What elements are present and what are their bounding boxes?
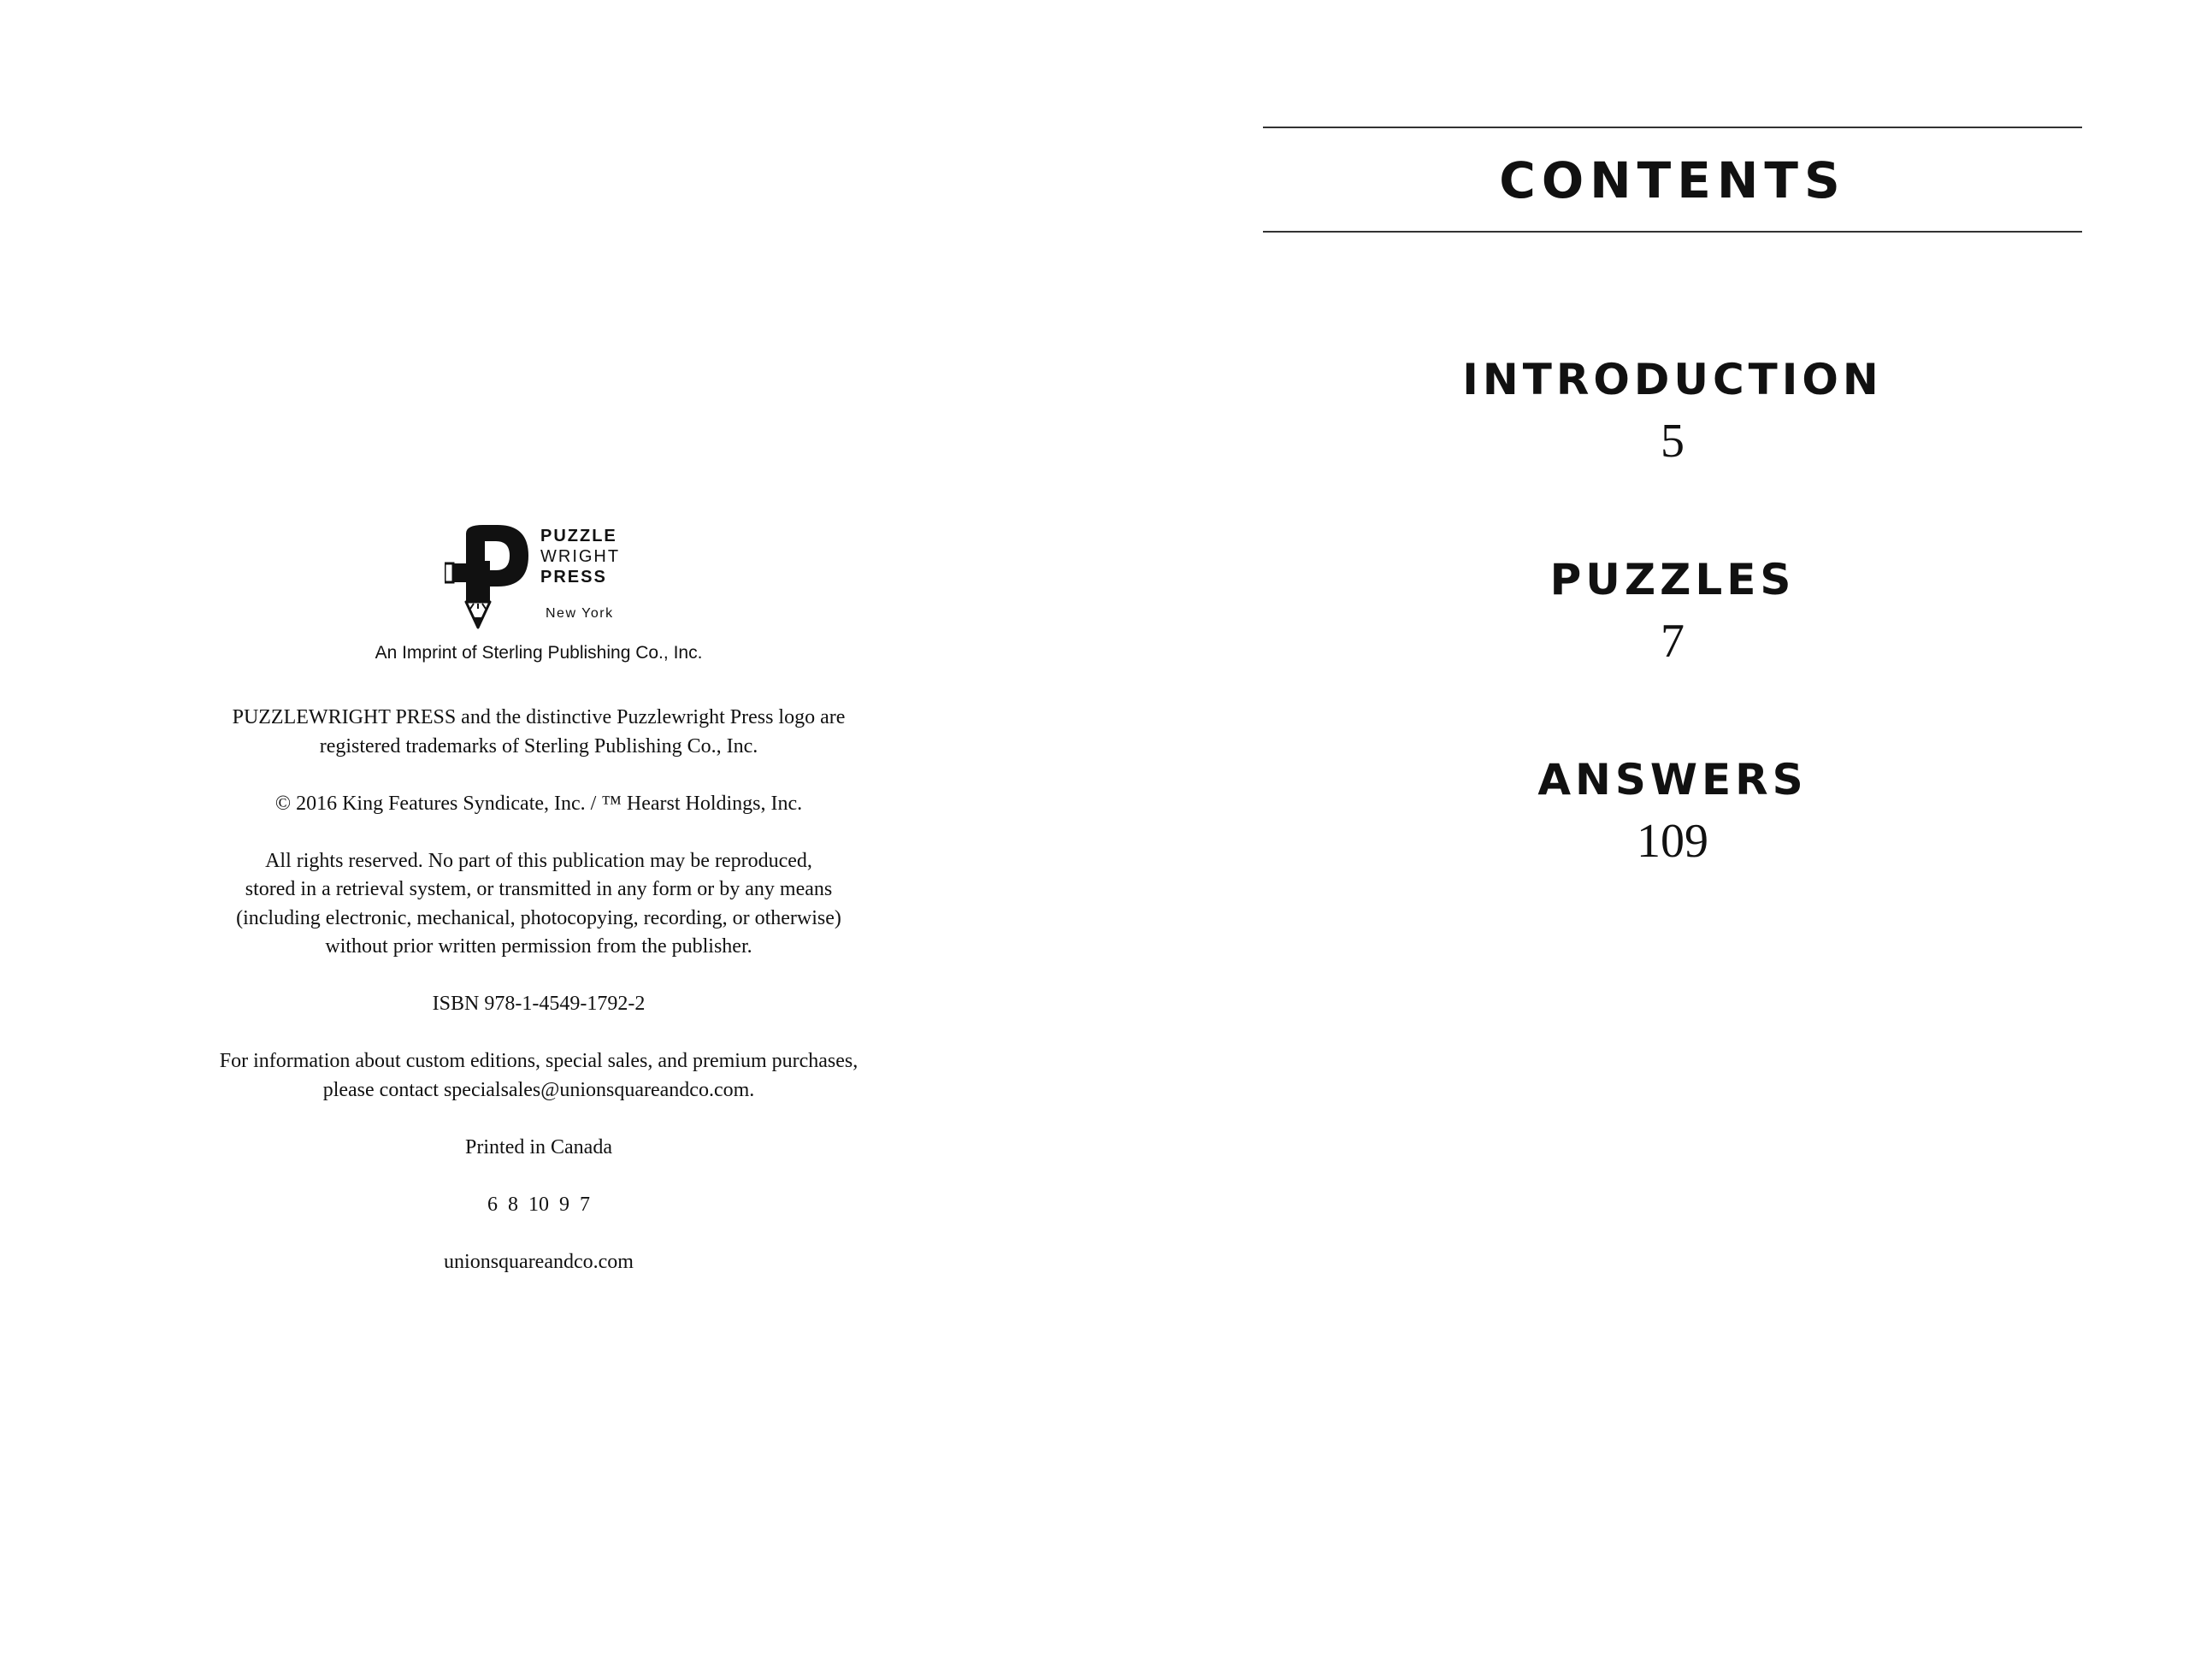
trademark-notice — [0, 704, 1077, 761]
toc-label: INTRODUCTION — [1462, 355, 1883, 404]
toc-page-number: 109 — [1637, 815, 1708, 868]
isbn-line: ISBN 978-1-4549-1792-2 — [432, 993, 646, 1015]
publisher-logo — [445, 522, 641, 641]
rights-line: (including electronic, mechanical, photocopying, recording, or otherwise) — [236, 906, 841, 929]
website-line: unionsquareandco.com — [444, 1250, 634, 1273]
copyright-notice — [0, 790, 1077, 819]
trademark-line: registered trademarks of Sterling Publishing Co., Inc. — [319, 734, 758, 757]
printing-numbers: 6 8 10 9 7 — [487, 1193, 590, 1216]
imprint-line: An Imprint of Sterling Publishing Co., Inc. — [375, 643, 703, 663]
trademark-line: PUZZLEWRIGHT PRESS and the distinctive Puzzlewright Press logo are — [232, 706, 846, 728]
logo-word-wright: WRIGHT — [540, 547, 621, 566]
rights-line: All rights reserved. No part of this publication may be reproduced, — [265, 849, 812, 872]
logo-city: New York — [546, 606, 614, 621]
toc-entry-puzzles — [1263, 554, 2082, 672]
special-sales-line: For information about custom editions, special sales, and premium purchases, — [219, 1050, 858, 1072]
special-sales-line: please contact specialsales@unionsquareandco.com. — [322, 1078, 755, 1101]
title-rule-bottom — [1263, 231, 2082, 233]
copyright-page — [0, 0, 1094, 1680]
isbn — [0, 990, 1077, 1019]
rights-notice — [0, 847, 1077, 962]
website — [0, 1248, 1077, 1277]
copyright-text-block — [0, 704, 1077, 1306]
rights-line: stored in a retrieval system, or transmitted in any form or by any means — [245, 878, 833, 900]
copyright-line: © 2016 King Features Syndicate, Inc. / ™ Hearst Holdings, Inc. — [274, 792, 803, 815]
printing-line — [0, 1191, 1077, 1220]
title-rule-top — [1263, 127, 2082, 128]
toc-label: ANSWERS — [1537, 755, 1808, 805]
logo-word-press: PRESS — [540, 568, 607, 587]
page-title: CONTENTS — [1499, 151, 1846, 209]
special-sales-notice — [0, 1047, 1077, 1105]
logo-word-puzzle: PUZZLE — [540, 527, 617, 545]
toc-page-number: 5 — [1661, 415, 1685, 468]
printed-line: Printed in Canada — [465, 1135, 612, 1158]
toc-entry-answers — [1263, 754, 2082, 872]
rights-line: without prior written permission from the publisher. — [325, 935, 752, 958]
toc-label: PUZZLES — [1549, 555, 1796, 604]
toc-entry-introduction — [1263, 354, 2082, 472]
printed-in — [0, 1134, 1077, 1163]
contents-page — [1094, 0, 2189, 1680]
toc-page-number: 7 — [1661, 615, 1685, 668]
pencil-p-logo-icon — [445, 522, 556, 641]
